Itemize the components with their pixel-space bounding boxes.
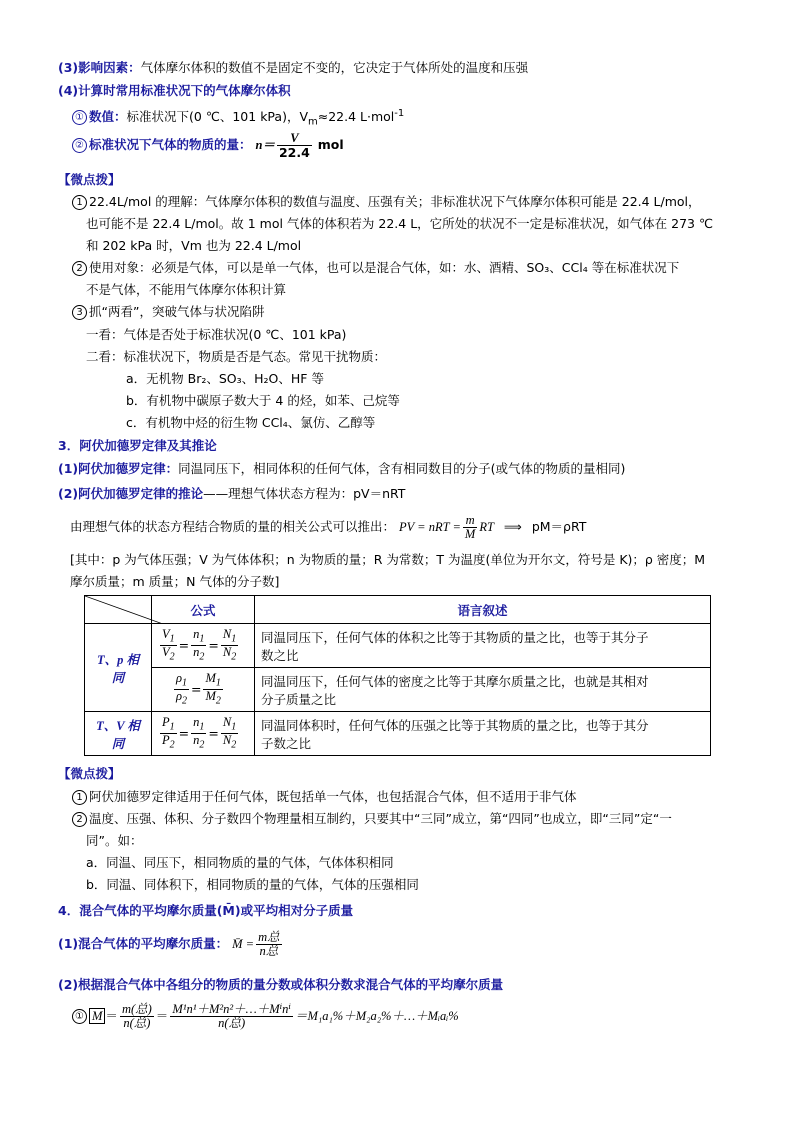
tip1-item2-l1	[72, 260, 679, 276]
factors-line	[58, 60, 528, 76]
std-mol-line	[72, 130, 344, 160]
section4-title: 4．混合气体的平均摩尔质量(M̄)或平均相对分子质量	[58, 903, 354, 918]
sec4-2-title: (2)根据混合气体中各组分的物质的量分数或体积分数求混合气体的平均摩尔质量	[58, 977, 504, 992]
circle-num-1: ①	[72, 110, 87, 125]
derive-eq3: pM＝ρRT	[531, 519, 587, 534]
circle-2b: 2	[72, 812, 87, 827]
look2: 二看：标准状况下，物质是否是气态。常见干扰物质：	[86, 349, 387, 364]
inf-text: ——理想气体状态方程为：pV＝nRT	[203, 486, 406, 501]
inf-label: (2)阿伏加德罗定律的推论	[58, 486, 204, 501]
frac-num: V	[277, 132, 312, 146]
look-c: c．有机物中烃的衍生物 CCl₄、氯仿、乙醇等	[126, 415, 376, 430]
tip2-item1	[72, 789, 577, 805]
std-value-line	[72, 106, 404, 131]
circle-1: 1	[72, 195, 87, 210]
tip2-a: a．同温、同压下，相同物质的量的气体，气体体积相同	[86, 855, 394, 870]
desc1-l1: 数之比	[261, 647, 299, 663]
m-over-M	[463, 514, 477, 541]
section3-title: 3．阿伏加德罗定律及其推论	[58, 438, 217, 453]
tip-label-2: 【微点拨】	[58, 766, 121, 781]
m-over-n-total	[256, 931, 282, 958]
desc1-l0: 同温同压下，任何气体的体积之比等于其物质的量之比，也等于其分子	[261, 629, 649, 645]
table-header-row	[85, 596, 711, 624]
n-total-2: n(总)	[123, 1016, 151, 1030]
avogadro-table	[84, 595, 711, 756]
derive-text: 由理想气体的状态方程结合物质的量的相关公式可以推出：	[70, 519, 396, 534]
formula-v-n-N: $\frac{V_1}{V_2}$ = $\frac{n_1}{n_2}$ = $\frac{N_1}{N_2}$	[152, 624, 255, 668]
desc-2	[255, 668, 711, 712]
tip2-item2-l1	[72, 811, 672, 827]
tip2-item2-l2: 同”。如：	[86, 833, 143, 848]
table-row	[85, 624, 711, 668]
tip1-item1-l2: 也可能不是 22.4 L/mol。故 1 mol 气体的体积若为 22.4 L，它所处的状况不一定是标准状况，如气体在 273 ℃	[86, 216, 714, 231]
law-text: 同温同压下，相同体积的任何气体，含有相同数目的分子(或气体的物质的量相同)	[178, 461, 626, 476]
tip-label-1: 【微点拨】	[58, 172, 121, 187]
tip1-i2-text0: 使用对象：必须是气体，可以是单一气体，也可以是混合气体，如：水、酒精、SO₃、CCl₄ 等在标准状况下	[89, 260, 680, 275]
look1: 一看：气体是否处于标准状况(0 ℃、101 kPa)	[86, 327, 347, 342]
sum-den: n(总)	[218, 1016, 246, 1030]
factors-label: (3)影响因素：	[58, 60, 141, 75]
desc2-l0: 同温同压下，任何气体的密度之比等于其摩尔质量之比，也就是其相对	[261, 673, 649, 689]
desc3-l1: 子数之比	[261, 735, 312, 751]
n-total: n总	[259, 944, 279, 958]
desc2-l1: 分子质量之比	[261, 691, 337, 707]
avg-molar-mass-line	[58, 928, 284, 960]
tip1-item3	[72, 304, 264, 320]
tip2-b: b．同温、同体积下，相同物质的量的气体，气体的压强相同	[86, 877, 419, 892]
circle-num-eq: ①	[72, 1009, 87, 1024]
diagonal-line	[85, 596, 163, 624]
m-total-2: m(总)	[121, 1002, 152, 1016]
tip1-item1-l3: 和 202 kPa 时，Vm 也为 22.4 L/mol	[86, 238, 302, 253]
group-tp: T、p 相同	[85, 624, 152, 712]
circle-1b: 1	[72, 790, 87, 805]
desc-1	[255, 624, 711, 668]
look-a: a．无机物 Br₂、SO₃、H₂O、HF 等	[126, 371, 324, 386]
implies-arrow: ⟹	[503, 519, 522, 534]
avg-rhs: ＝M₁a₁%＋M₂a₂%＋…＋Mᵢaᵢ%	[294, 1009, 459, 1023]
mol-unit: mol	[317, 137, 344, 152]
avg-label: (1)混合气体的平均摩尔质量：	[58, 936, 229, 951]
group-tv: T、V 相同	[85, 712, 152, 756]
value-text2: ≈22.4 L·mol	[317, 109, 395, 125]
circle-num-2: ②	[72, 138, 87, 153]
factors-text: 气体摩尔体积的数值不是固定不变的，它决定于气体所处的温度和压强	[140, 60, 529, 75]
circle-2: 2	[72, 261, 87, 276]
m-bar: M̄ =	[232, 937, 255, 951]
m-bar-boxed: M	[89, 1008, 105, 1024]
frac-m-over-n	[120, 1003, 154, 1030]
law-label: (1)阿伏加德罗定律：	[58, 461, 179, 476]
avg-formula-line: ① M ＝ $\frac{\text{m(总)}}{\text{n(总)}}$ ＝ $\frac{\text{M¹n¹＋M²n²＋…＋Mⁱnⁱ}}{\text{n(总)}}$ ＝M₁a₁%＋M₂a₂%＋…＋Mᵢaᵢ%	[72, 998, 459, 1034]
derive-line	[70, 512, 586, 542]
table-row	[85, 668, 711, 712]
tip1-i3-text: 抓“两看”，突破气体与状况陷阱	[89, 304, 265, 319]
desc3-l0: 同温同体积时，任何气体的压强之比等于其物质的量之比，也等于其分	[261, 717, 649, 733]
m-num: m	[463, 514, 477, 528]
derive-eq1: PV = nRT =	[399, 520, 461, 534]
sum-num: M¹n¹＋M²n²＋…＋Mⁱnⁱ	[172, 1002, 291, 1016]
legend-l1: [其中：p 为气体压强；V 为气体体积；n 为物质的量；R 为常数；T 为温度(单位为开尔文，符号是 K)；ρ 密度；M	[70, 552, 706, 567]
m-den: M	[464, 527, 476, 541]
tip1-item2-l2: 不是气体，不能用气体摩尔体积计算	[86, 282, 287, 297]
header-desc: 语言叙述	[255, 596, 711, 624]
derive-eq2: RT	[479, 520, 494, 534]
value-label: 数值：	[89, 109, 127, 125]
table-row	[85, 712, 711, 756]
formula-p-n-N: $\frac{P_1}{P_2}$ = $\frac{n_1}{n_2}$ = $\frac{N_1}{N_2}$	[152, 712, 255, 756]
tip2-i2-text0: 温度、压强、体积、分子数四个物理量相互制约，只要其中“三同”成立，第“四同”也成立，即“三同”定“一	[89, 811, 672, 826]
v-over-224	[277, 132, 312, 159]
std-molar-volume-title: (4)计算时常用标准状况下的气体摩尔体积	[58, 83, 291, 98]
value-text: 标准状况下(0 ℃、101 kPa)，V	[126, 109, 308, 125]
formula-rho-M: $\frac{\rho_1}{\rho_2}$ = $\frac{M_1}{M_2}$	[152, 668, 255, 712]
header-formula: 公式	[152, 596, 255, 624]
tip2-i1-text: 阿伏加德罗定律适用于任何气体，既包括单一气体，也包括混合气体，但不适用于非气体	[89, 789, 577, 804]
tip1-i1-text0: 22.4L/mol 的理解：气体摩尔体积的数值与温度、压强有关；非标准状况下气体摩尔体积可能是 22.4 L/mol，	[89, 194, 701, 209]
legend-l2: 摩尔质量；m 质量；N 气体的分子数]	[70, 574, 280, 589]
n-lhs: n＝	[255, 138, 275, 152]
frac-den: 22.4	[278, 145, 310, 160]
vm-sub: m	[308, 116, 318, 128]
std-mol-label: 标准状况下气体的物质的量：	[89, 137, 252, 152]
tip1-item1-l1	[72, 194, 701, 210]
circle-3: 3	[72, 305, 87, 320]
avogadro-law	[58, 461, 625, 477]
desc-3	[255, 712, 711, 756]
corner-cell	[85, 596, 152, 624]
unit-sup: -1	[394, 108, 405, 119]
avogadro-inference	[58, 486, 405, 502]
m-total: m总	[258, 930, 280, 944]
frac-sum	[170, 1003, 293, 1030]
look-b: b．有机物中碳原子数大于 4 的烃，如苯、己烷等	[126, 393, 400, 408]
